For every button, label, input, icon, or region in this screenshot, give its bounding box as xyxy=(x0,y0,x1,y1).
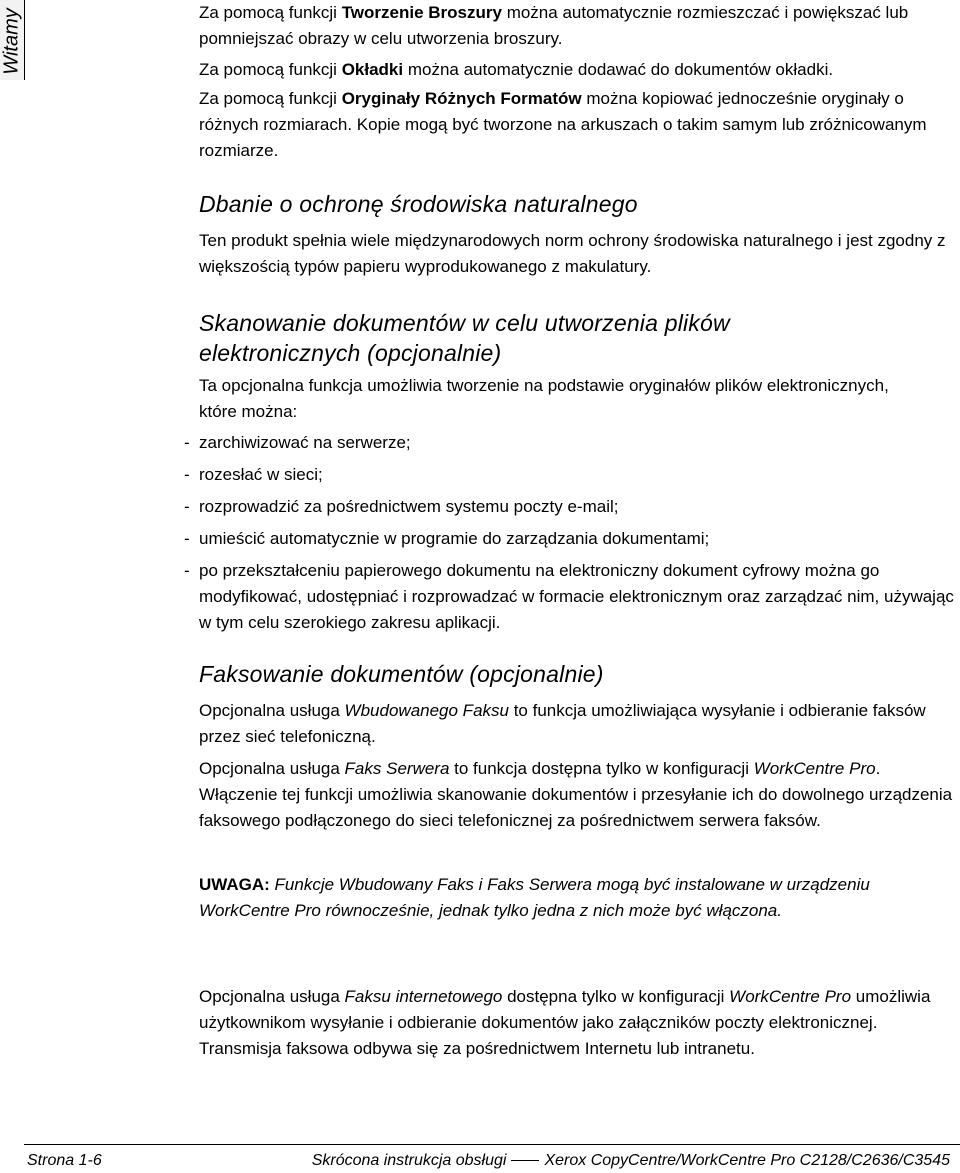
side-tab xyxy=(0,0,25,80)
feature-name-booklet: Tworzenie Broszury xyxy=(341,3,502,22)
footer-title xyxy=(312,1152,950,1170)
list-item: - zarchiwizować na serwerze; xyxy=(184,433,411,452)
note-label: UWAGA: xyxy=(199,875,270,894)
fax-server-paragraph: Opcjonalna usługa Faks Serwera to funkcja dostępna tylko w konfiguracji WorkCentre Pro. Włączenie tej funkcji umożliwia skanowanie dokumentów i przesyłanie ich do dowolnego urządzenia faksowego podłączonego do sieci telefonicznej za pośrednictwem serwera faksów. xyxy=(199,759,953,830)
intro-mixed-originals-paragraph: Za pomocą funkcji Oryginały Różnych Formatów można kopiować jednocześnie oryginały o różnych rozmiarach. Kopie mogą być tworzone na arkuszach o takim samym lub zróżnicowanym rozmiarze. xyxy=(199,89,927,160)
fax-embedded-paragraph: Opcjonalna usługa Wbudowanego Faksu to funkcja umożliwiająca wysyłanie i odbieranie faksów przez sieć telefoniczną. xyxy=(199,701,926,746)
footer-product-name: Xerox CopyCentre/WorkCentre Pro C2128/C2636/C3545 xyxy=(544,1152,950,1169)
intro-covers-paragraph: Za pomocą funkcji Okładki można automatycznie dodawać do dokumentów okładki. xyxy=(199,60,834,79)
intro-booklet-paragraph: Za pomocą funkcji Tworzenie Broszury można automatycznie rozmieszczać i powiększać lub pomniejszać obrazy w celu utworzenia broszury. xyxy=(199,3,909,48)
environment-text: Ten produkt spełnia wiele międzynarodowych norm ochrony środowiska naturalnego i jest zgodny z większością typów papieru wyprodukowanego z makulatury. xyxy=(199,231,946,276)
fax-internet-paragraph: Opcjonalna usługa Faksu internetowego dostępna tylko w konfiguracji WorkCentre Pro umożliwia użytkownikom wysyłanie i odbieranie dokumentów jako załączników poczty elektronicznej. Transmisja faksowa odbywa się za pośrednictwem Internetu lub intranetu. xyxy=(199,987,931,1058)
fax-note: UWAGA: Funkcje Wbudowany Faks i Faks Serwera mogą być instalowane w urządzeniu WorkCentre Pro równocześnie, jednak tylko jedna z nich może być włączona. xyxy=(199,875,870,920)
footer-divider xyxy=(24,1144,960,1145)
scanning-list xyxy=(157,430,957,636)
fax-heading: Faksowanie dokumentów (opcjonalnie) xyxy=(199,661,604,687)
footer-guide-name: Skrócona instrukcja obsługi xyxy=(311,1152,507,1169)
environment-heading: Dbanie o ochronę środowiska naturalnego xyxy=(199,191,638,217)
footer-separator xyxy=(511,1160,539,1161)
list-item: - umieścić automatycznie w programie do zarządzania dokumentami; xyxy=(184,529,710,548)
feature-name-covers: Okładki xyxy=(341,60,404,79)
list-item: - po przekształceniu papierowego dokumentu na elektroniczny dokument cyfrowy można go modyfikować, udostępniać i rozprowadzać w formacie elektronicznym oraz zarządzać nim, używając w tym celu szerokiego zakresu aplikacji. xyxy=(184,561,954,632)
list-item: - rozesłać w sieci; xyxy=(184,465,323,484)
footer-page-number: Strona 1-6 xyxy=(27,1152,102,1169)
side-tab-label: Witamy xyxy=(0,8,23,75)
scanning-heading: Skanowanie dokumentów w celu utworzenia plików elektronicznych (opcjonalnie) xyxy=(199,310,730,366)
scanning-intro: Ta opcjonalna funkcja umożliwia tworzenie na podstawie oryginałów plików elektronicznych, które można: xyxy=(199,376,889,421)
feature-name-mixed-originals: Oryginały Różnych Formatów xyxy=(341,89,582,108)
list-item: - rozprowadzić za pośrednictwem systemu poczty e-mail; xyxy=(184,497,619,516)
